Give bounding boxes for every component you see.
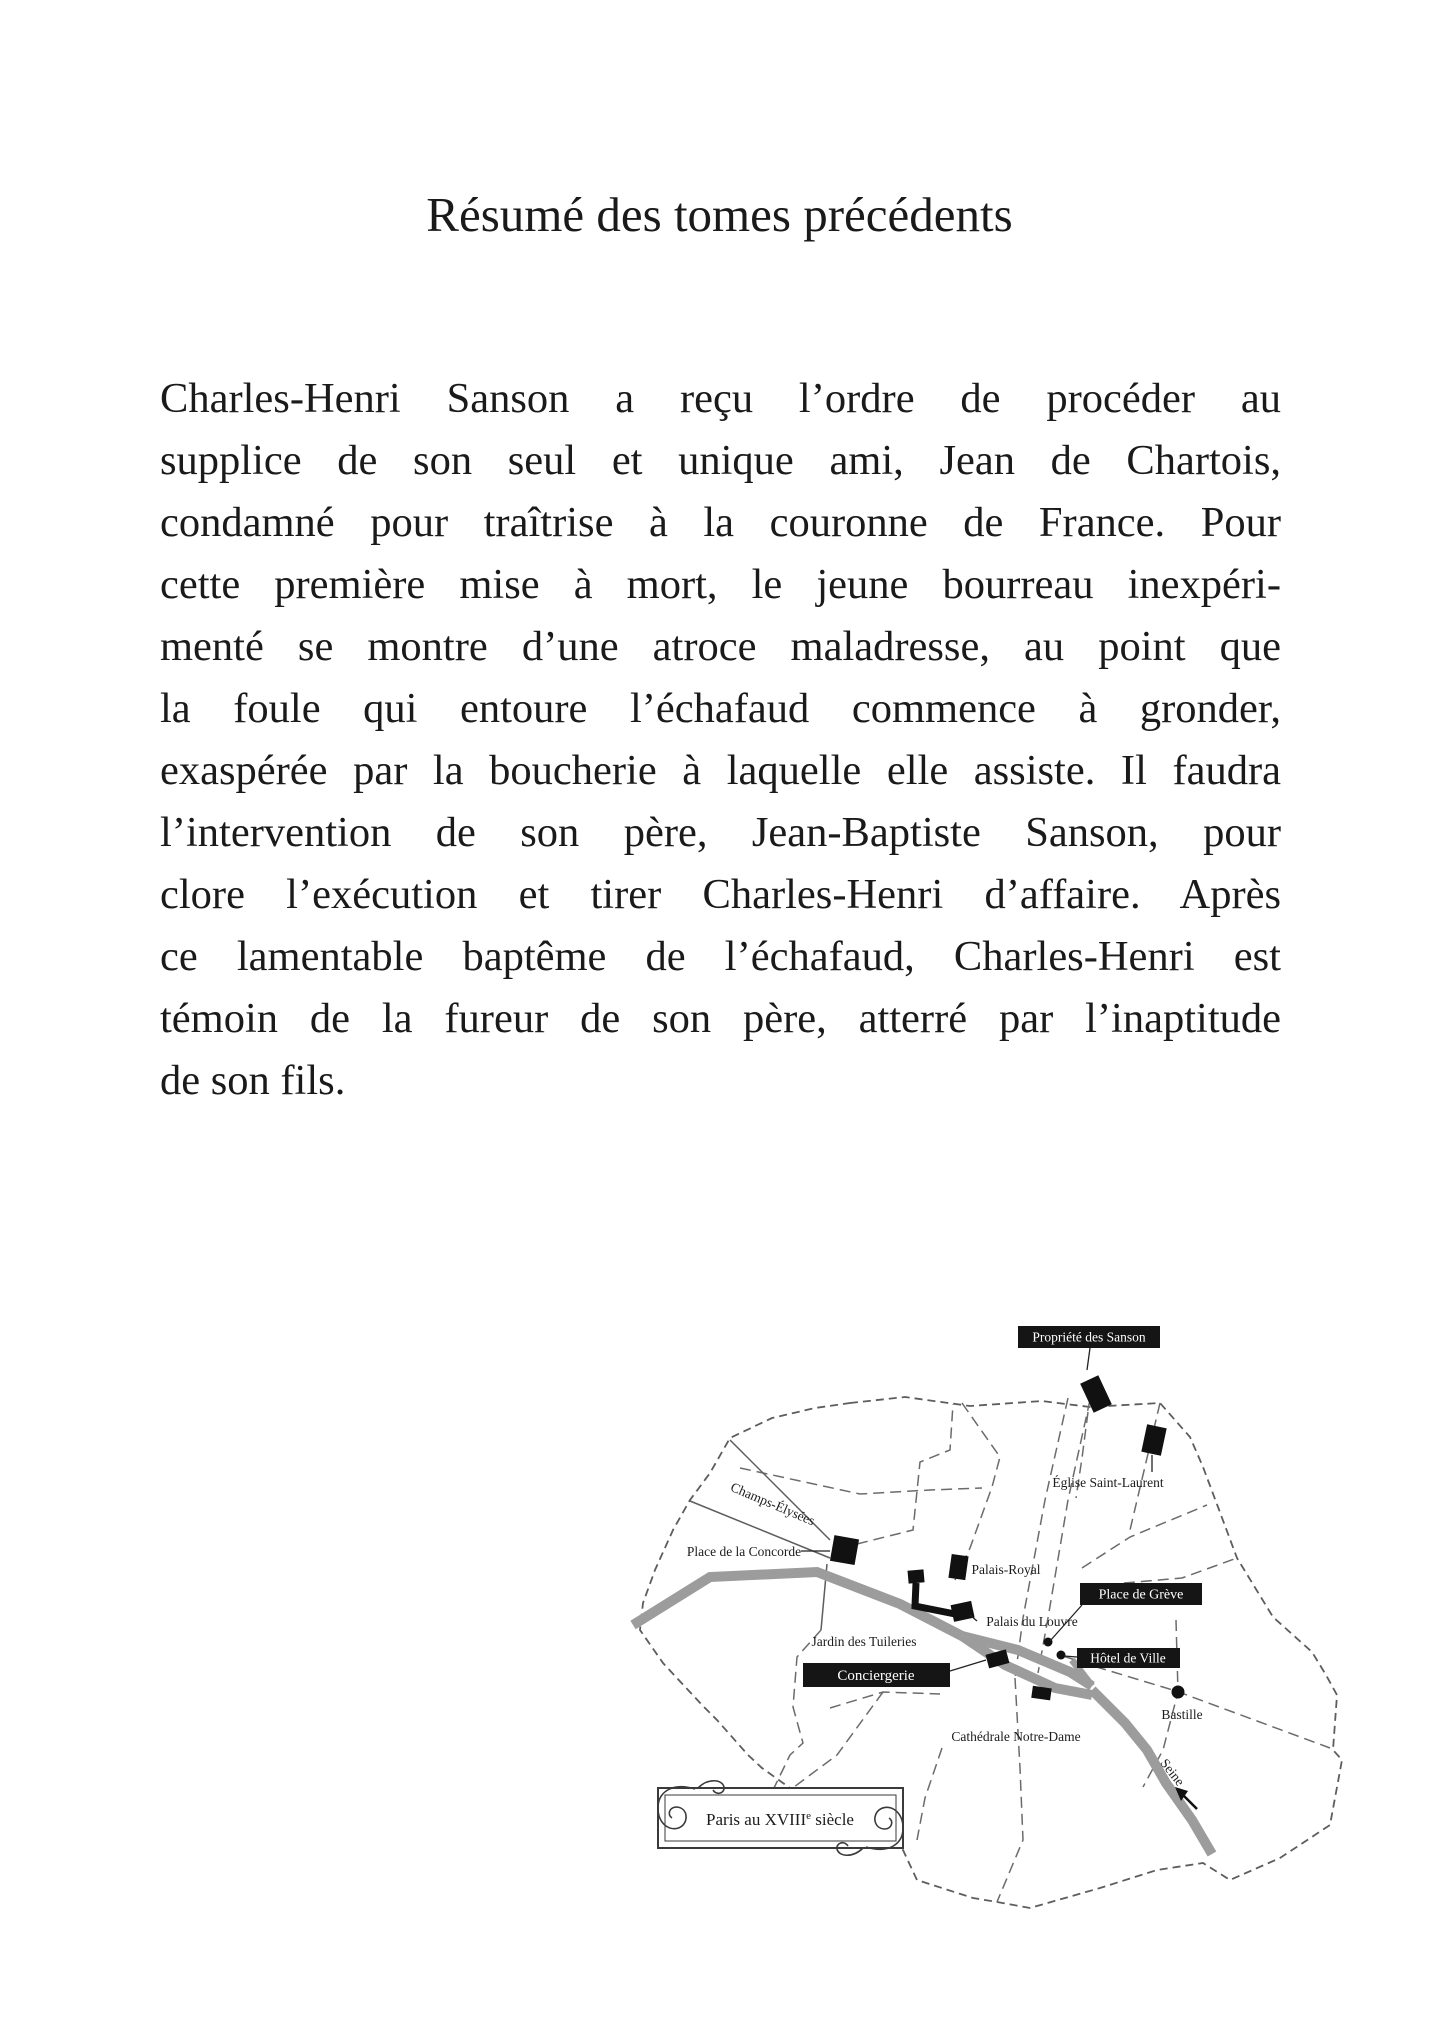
- hotel-de-ville-box: [1077, 1648, 1180, 1668]
- propriete-des-sanson-box: [1018, 1326, 1160, 1348]
- paragraph-line: supplice de son seul et unique ami, Jean de Chartois,: [160, 437, 1281, 484]
- propriete-des-sanson-label: Propriété des Sanson: [1032, 1329, 1146, 1345]
- paris-map-figure: [620, 1318, 1360, 1918]
- seine-label: Seine: [1157, 1755, 1188, 1789]
- champs-elysees-label: Champs-Élysées: [728, 1479, 818, 1529]
- palais-royal-marker: [948, 1554, 968, 1580]
- louvre-gallery-marker: [915, 1583, 955, 1614]
- place-de-la-concorde-label: Place de la Concorde: [686, 1544, 802, 1559]
- page-title: Résumé des tomes précédents: [426, 187, 1013, 242]
- cathedrale-notre-dame-label: Cathédrale Notre-Dame: [951, 1729, 1081, 1744]
- palais-royal-label: Palais-Royal: [971, 1562, 1041, 1577]
- paris-map: [620, 1318, 1360, 1918]
- palais-du-louvre-label: Palais du Louvre: [986, 1614, 1078, 1629]
- paragraph-line: clore l’exécution et tirer Charles-Henri d’affaire. Après: [160, 871, 1281, 918]
- conciergerie-label: Conciergerie: [837, 1668, 915, 1684]
- paragraph-line: exaspérée par la boucherie à laquelle elle assiste. Il faudra: [160, 747, 1281, 794]
- place-de-la-concorde-marker: [830, 1535, 859, 1565]
- paragraph-line: menté se montre d’une atroce maladresse, au point que: [160, 623, 1281, 670]
- louvre-north-pavilion-marker: [908, 1569, 925, 1583]
- map-boxed-labels: [803, 1326, 1202, 1687]
- map-caption-cartouche: [658, 1781, 903, 1856]
- paragraph-line: ce lamentable baptême de l’échafaud, Charles-Henri est: [160, 933, 1281, 980]
- hotel-de-ville-label: Hôtel de Ville: [1090, 1650, 1166, 1666]
- paragraph-line: l’intervention de son père, Jean-Baptiste Sanson, pour: [160, 809, 1281, 856]
- map-avenues: [690, 1440, 830, 1630]
- eglise-saint-laurent-label: Église Saint-Laurent: [1052, 1475, 1164, 1490]
- palais-du-louvre-marker: [951, 1601, 975, 1622]
- paragraph-line: Charles-Henri Sanson a reçu l’ordre de procéder au: [160, 375, 1281, 422]
- conciergerie-box: [803, 1663, 950, 1687]
- paragraph-line: témoin de la fureur de son père, atterré par l’inaptitude: [160, 995, 1281, 1042]
- jardin-des-tuileries-label: Jardin des Tuileries: [811, 1634, 917, 1649]
- paragraph-line: la foule qui entoure l’échafaud commence à gronder,: [160, 685, 1281, 732]
- place-de-greve-label: Place de Grève: [1098, 1587, 1184, 1603]
- paragraph-line: condamné pour traîtrise à la couronne de France. Pour: [160, 499, 1281, 546]
- summary-paragraph: [160, 368, 1281, 1112]
- map-caption: Paris au XVIIIe siècle: [706, 1810, 854, 1829]
- paragraph-line: de son fils.: [160, 1057, 346, 1104]
- bastille-label: Bastille: [1161, 1707, 1203, 1722]
- paragraph-line: cette première mise à mort, le jeune bourreau inexpéri-: [160, 561, 1281, 608]
- bastille-dot: [1172, 1686, 1185, 1699]
- hotel-de-ville-dot: [1057, 1651, 1066, 1660]
- place-de-greve-box: [1080, 1583, 1202, 1605]
- eglise-saint-laurent-marker: [1141, 1424, 1166, 1456]
